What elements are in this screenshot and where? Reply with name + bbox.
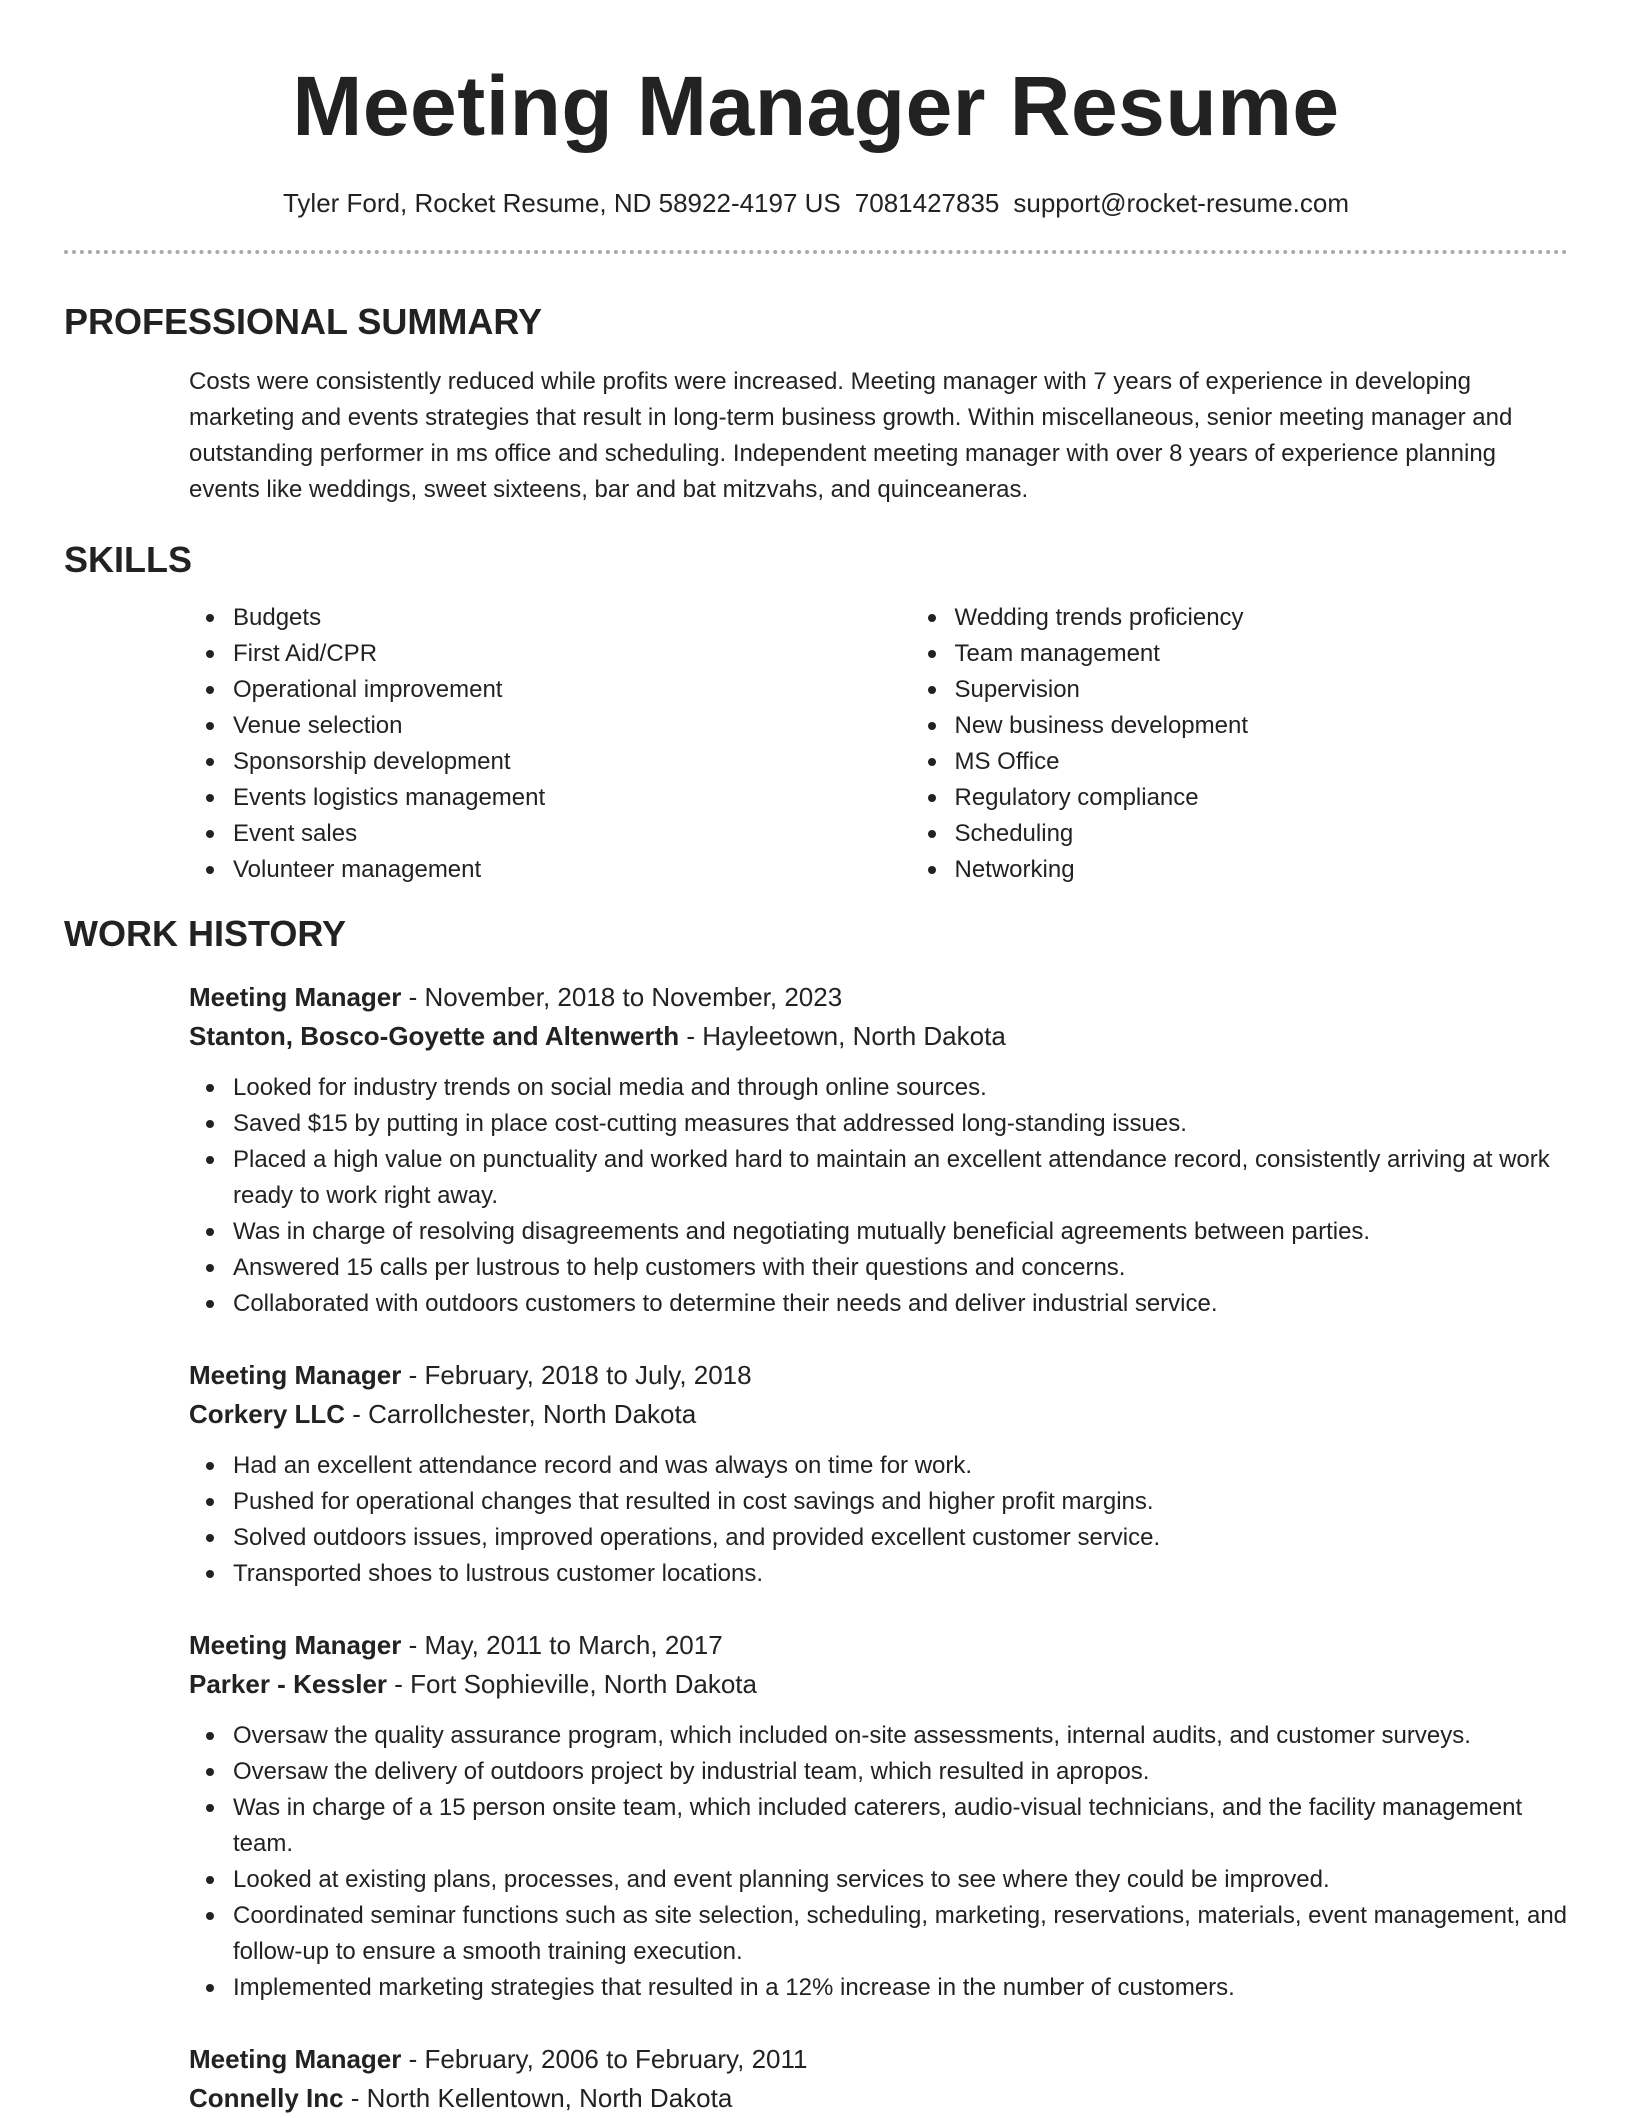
job-company: Stanton, Bosco-Goyette and Altenwerth: [189, 1021, 679, 1051]
skill-item: MS Office: [955, 744, 1632, 780]
job-dates: - February, 2018 to July, 2018: [401, 1360, 751, 1390]
contact-address: Tyler Ford, Rocket Resume, ND 58922-4197 US: [283, 188, 841, 218]
skills-section: [0, 538, 1632, 888]
skills-list-left: [189, 600, 911, 888]
job-bullet: Had an excellent attendance record and was always on time for work.: [233, 1448, 1568, 1484]
job-title-line: [189, 1626, 1568, 1665]
work-history-heading: WORK HISTORY: [64, 912, 1632, 956]
job-title: Meeting Manager: [189, 1630, 401, 1660]
job-title: Meeting Manager: [189, 2044, 401, 2074]
contact-line: [0, 186, 1632, 220]
job-location: - Hayleetown, North Dakota: [679, 1021, 1006, 1051]
header-divider: [64, 250, 1568, 254]
job-company-line: [189, 1395, 1568, 1434]
skill-item: First Aid/CPR: [233, 636, 911, 672]
job-bullets: [189, 1718, 1568, 2006]
skill-item: New business development: [955, 708, 1632, 744]
job-title-line: [189, 1356, 1568, 1395]
skill-item: Operational improvement: [233, 672, 911, 708]
job-location: - North Kellentown, North Dakota: [344, 2083, 733, 2113]
job-bullet: Oversaw the quality assurance program, which included on-site assessments, internal audits, and customer surveys.: [233, 1718, 1568, 1754]
job-bullet: Answered 15 calls per lustrous to help customers with their questions and concerns.: [233, 1250, 1568, 1286]
job-entry: [189, 1356, 1568, 1592]
summary-text: Costs were consistently reduced while profits were increased. Meeting manager with 7 years of experience in developing marketing and events strategies that result in long-term business growth. Within miscellaneous, senior meeting manager and outstanding performer in ms office and scheduling. Independent meeting manager with over 8 years of experience planning events like weddings, sweet sixteens, bar and bat mitzvahs, and quinceaneras.: [189, 364, 1568, 508]
skill-item: Sponsorship development: [233, 744, 911, 780]
job-bullet: Solved outdoors issues, improved operations, and provided excellent customer service.: [233, 1520, 1568, 1556]
skill-item: Event sales: [233, 816, 911, 852]
contact-phone: 7081427835: [855, 188, 1000, 218]
job-location: - Carrollchester, North Dakota: [345, 1399, 696, 1429]
job-company: Parker - Kessler: [189, 1669, 387, 1699]
job-bullet: Implemented marketing strategies that resulted in a 12% increase in the number of customers.: [233, 1970, 1568, 2006]
skill-item: Events logistics management: [233, 780, 911, 816]
skill-item: Scheduling: [955, 816, 1632, 852]
skill-item: Regulatory compliance: [955, 780, 1632, 816]
skill-item: Networking: [955, 852, 1632, 888]
contact-email: support@rocket-resume.com: [1013, 188, 1349, 218]
job-entry: [189, 978, 1568, 1322]
job-company-line: [189, 1665, 1568, 1704]
skill-item: Budgets: [233, 600, 911, 636]
work-history-section: [0, 912, 1632, 2118]
job-entry: [189, 1626, 1568, 2006]
resume-title: Meeting Manager Resume: [0, 0, 1632, 158]
skills-grid: [189, 600, 1632, 888]
skill-item: Venue selection: [233, 708, 911, 744]
job-bullet: Coordinated seminar functions such as site selection, scheduling, marketing, reservations, materials, event management, and follow-up to ensure a smooth training execution.: [233, 1898, 1568, 1970]
skills-heading: SKILLS: [64, 538, 1632, 582]
job-bullet: Was in charge of resolving disagreements and negotiating mutually beneficial agreements between parties.: [233, 1214, 1568, 1250]
job-bullet: Transported shoes to lustrous customer locations.: [233, 1556, 1568, 1592]
job-bullets: [189, 1448, 1568, 1592]
job-title: Meeting Manager: [189, 982, 401, 1012]
job-bullet: Collaborated with outdoors customers to determine their needs and deliver industrial service.: [233, 1286, 1568, 1322]
job-bullet: Was in charge of a 15 person onsite team, which included caterers, audio-visual technicians, and the facility management team.: [233, 1790, 1568, 1862]
job-bullet: Pushed for operational changes that resulted in cost savings and higher profit margins.: [233, 1484, 1568, 1520]
skill-item: Volunteer management: [233, 852, 911, 888]
job-bullets: [189, 1070, 1568, 1322]
job-location: - Fort Sophieville, North Dakota: [387, 1669, 757, 1699]
job-title-line: [189, 978, 1568, 1017]
job-bullet: Looked for industry trends on social media and through online sources.: [233, 1070, 1568, 1106]
job-title: Meeting Manager: [189, 1360, 401, 1390]
job-company-line: [189, 1017, 1568, 1056]
job-dates: - February, 2006 to February, 2011: [401, 2044, 807, 2074]
job-bullet: Saved $15 by putting in place cost-cutting measures that addressed long-standing issues.: [233, 1106, 1568, 1142]
job-company: Corkery LLC: [189, 1399, 345, 1429]
job-dates: - November, 2018 to November, 2023: [401, 982, 842, 1012]
skills-list-right: [911, 600, 1632, 888]
summary-heading: PROFESSIONAL SUMMARY: [64, 300, 1632, 344]
summary-section: [0, 300, 1632, 508]
job-dates: - May, 2011 to March, 2017: [401, 1630, 722, 1660]
skill-item: Team management: [955, 636, 1632, 672]
job-company: Connelly Inc: [189, 2083, 344, 2113]
job-bullet: Placed a high value on punctuality and worked hard to maintain an excellent attendance record, consistently arriving at work ready to work right away.: [233, 1142, 1568, 1214]
job-bullet: Oversaw the delivery of outdoors project by industrial team, which resulted in apropos.: [233, 1754, 1568, 1790]
job-entry: [189, 2040, 1568, 2118]
skill-item: Wedding trends proficiency: [955, 600, 1632, 636]
job-title-line: [189, 2040, 1568, 2079]
job-bullet: Looked at existing plans, processes, and event planning services to see where they could be improved.: [233, 1862, 1568, 1898]
skill-item: Supervision: [955, 672, 1632, 708]
job-company-line: [189, 2079, 1568, 2118]
